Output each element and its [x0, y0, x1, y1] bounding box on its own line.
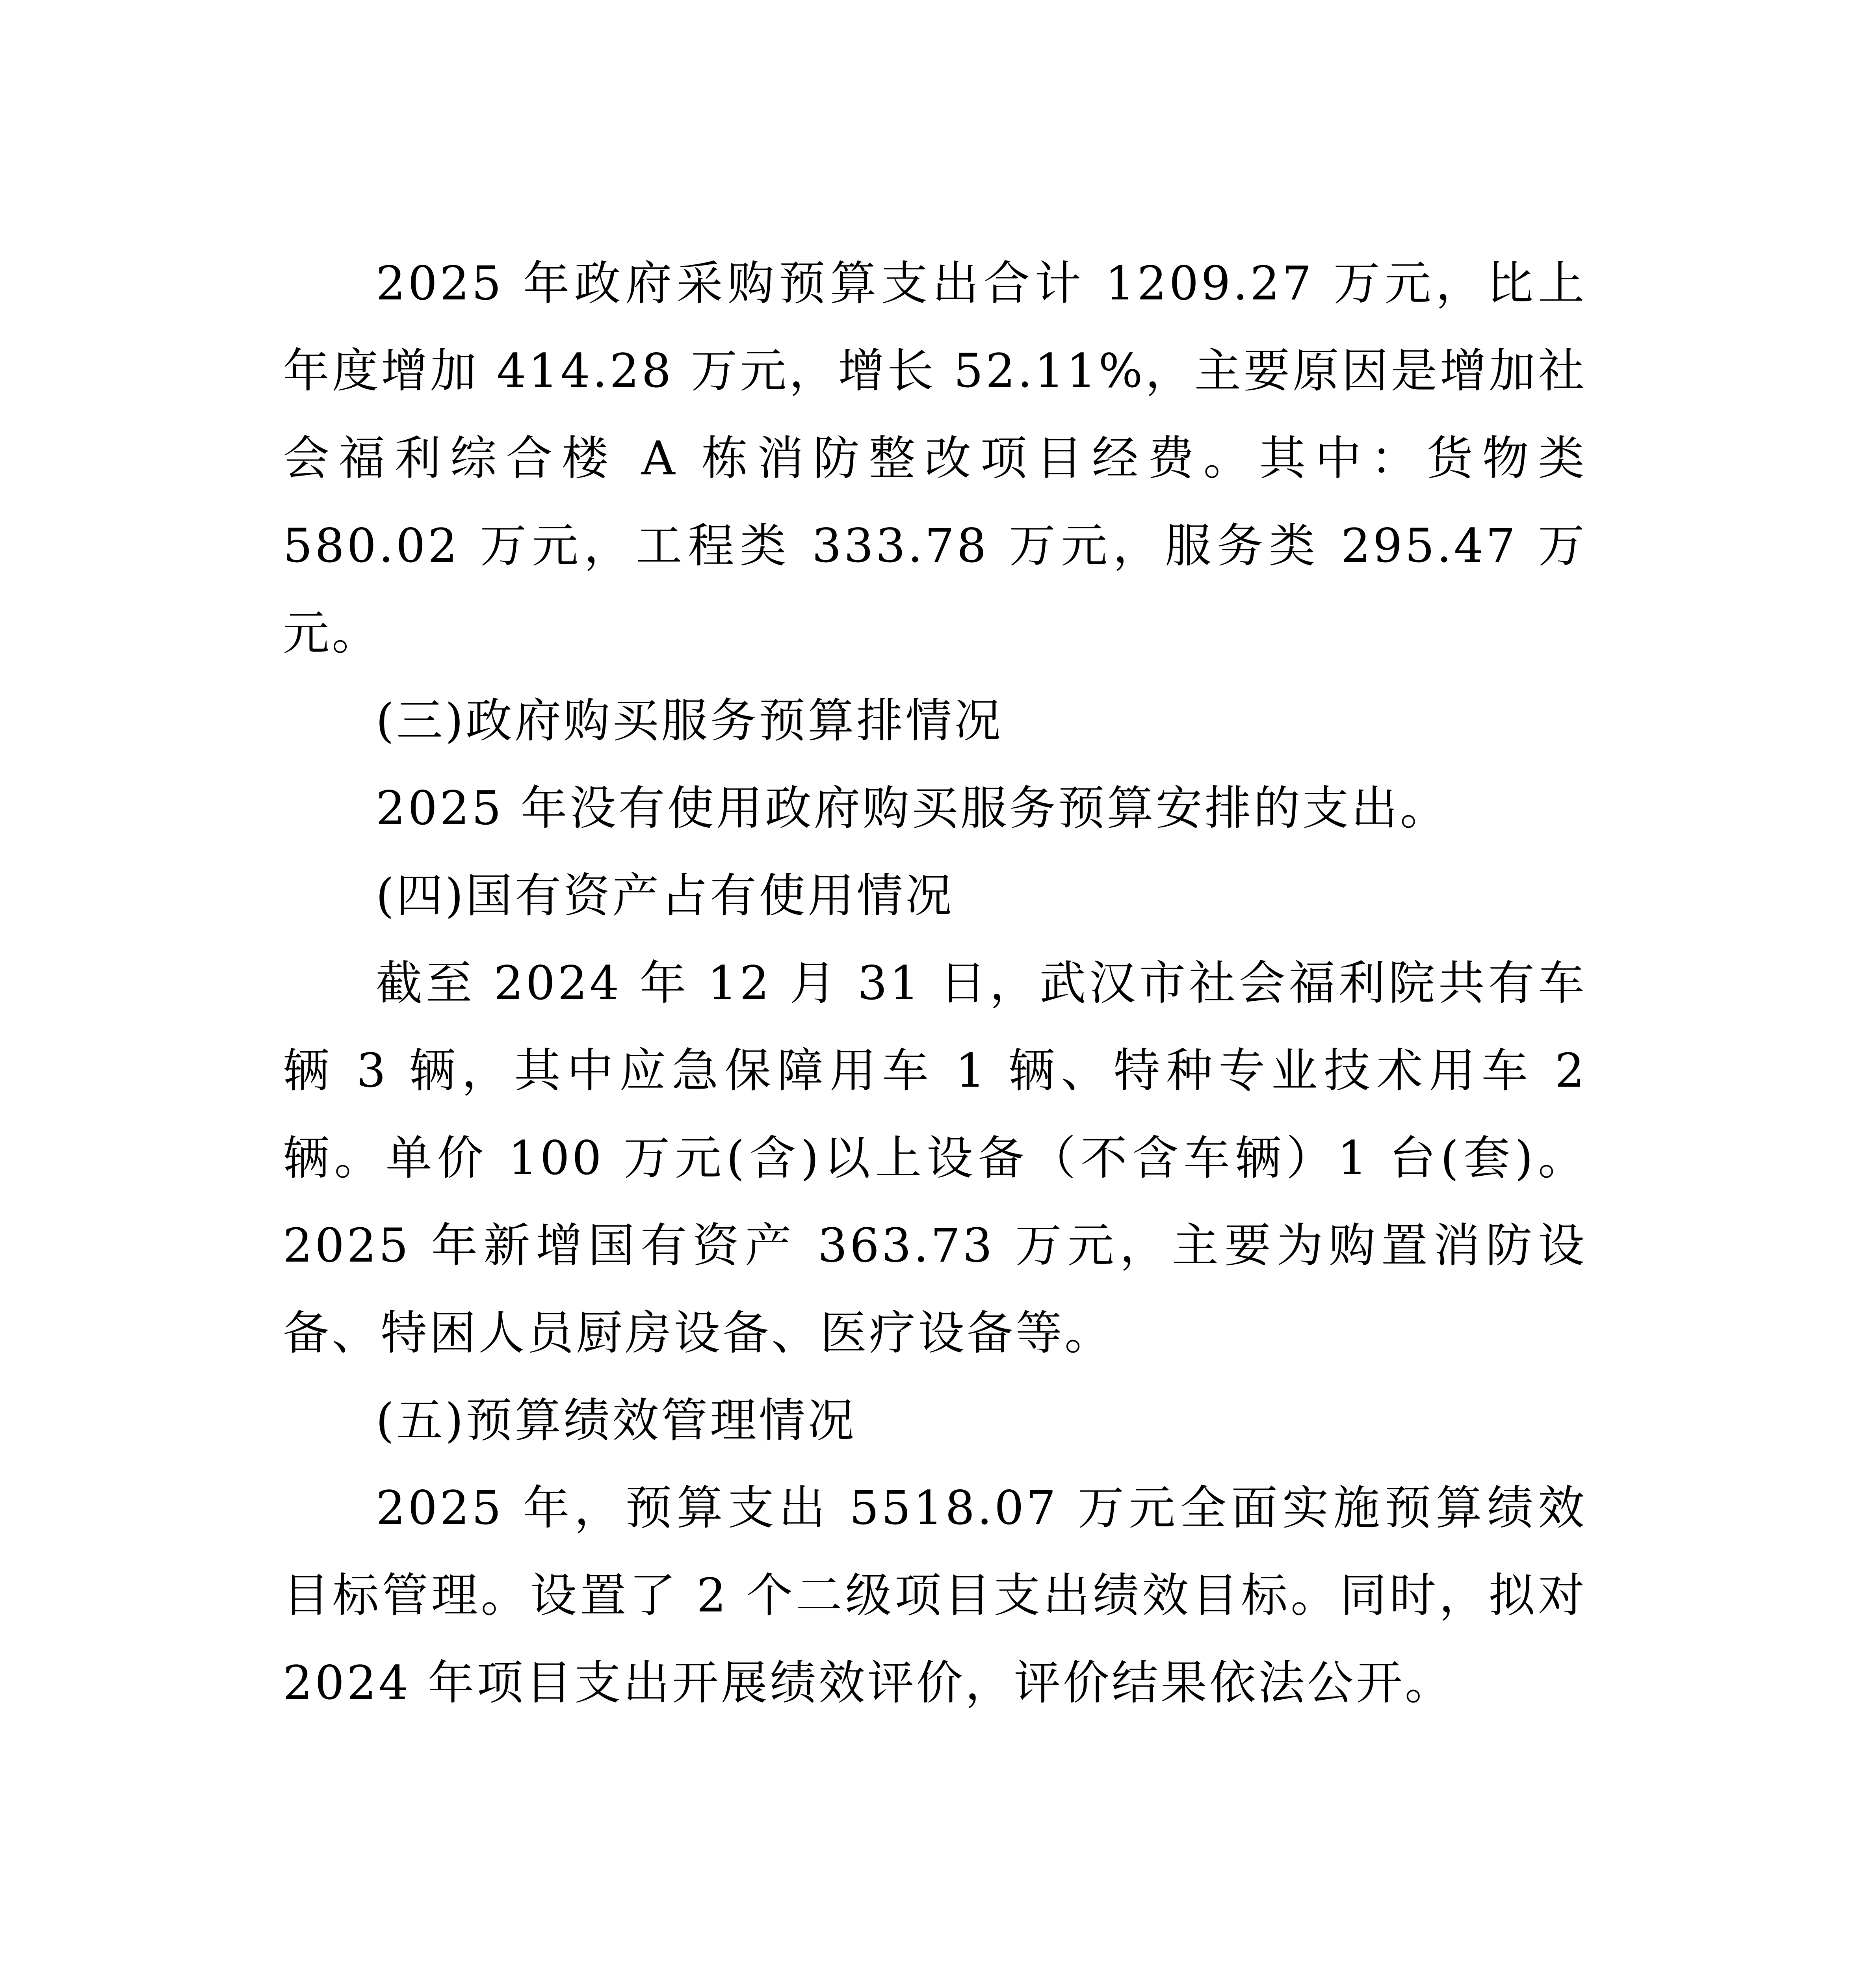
section-4-paragraph: 截至 2024 年 12 月 31 日，武汉市社会福利院共有车辆 3 辆，其中应急保障用车 1 辆、特种专业技术用车 2 辆。单价 100 万元(含)以上设备（不含车辆）1 台(套)。2025 年新增国有资产 363.73 万元，主要为购置消防设备、特困人员厨房设备、医疗设备等。	[283, 956, 1587, 1360]
section-5-paragraph: 2025 年，预算支出 5518.07 万元全面实施预算绩效目标管理。设置了 2 个二级项目支出绩效目标。同时，拟对 2024 年项目支出开展绩效评价，评价结果依法公开。	[283, 1481, 1587, 1710]
section-3-paragraph: 2025 年没有使用政府购买服务预算安排的支出。	[376, 781, 1449, 835]
procurement-paragraph: 2025 年政府采购预算支出合计 1209.27 万元，比上年度增加 414.28 万元，增长 52.11%，主要原因是增加社会福利综合楼 A 栋消防整改项目经费。其中：货物类 580.02 万元，工程类 333.78 万元，服务类 295.47 万元。	[283, 256, 1587, 660]
section-4-heading: (四)国有资产占有使用情况	[376, 868, 955, 923]
section-3-heading: (三)政府购买服务预算排情况	[376, 693, 1003, 748]
section-5-heading: (五)预算绩效管理情况	[376, 1393, 857, 1448]
document-body	[283, 240, 1587, 1727]
